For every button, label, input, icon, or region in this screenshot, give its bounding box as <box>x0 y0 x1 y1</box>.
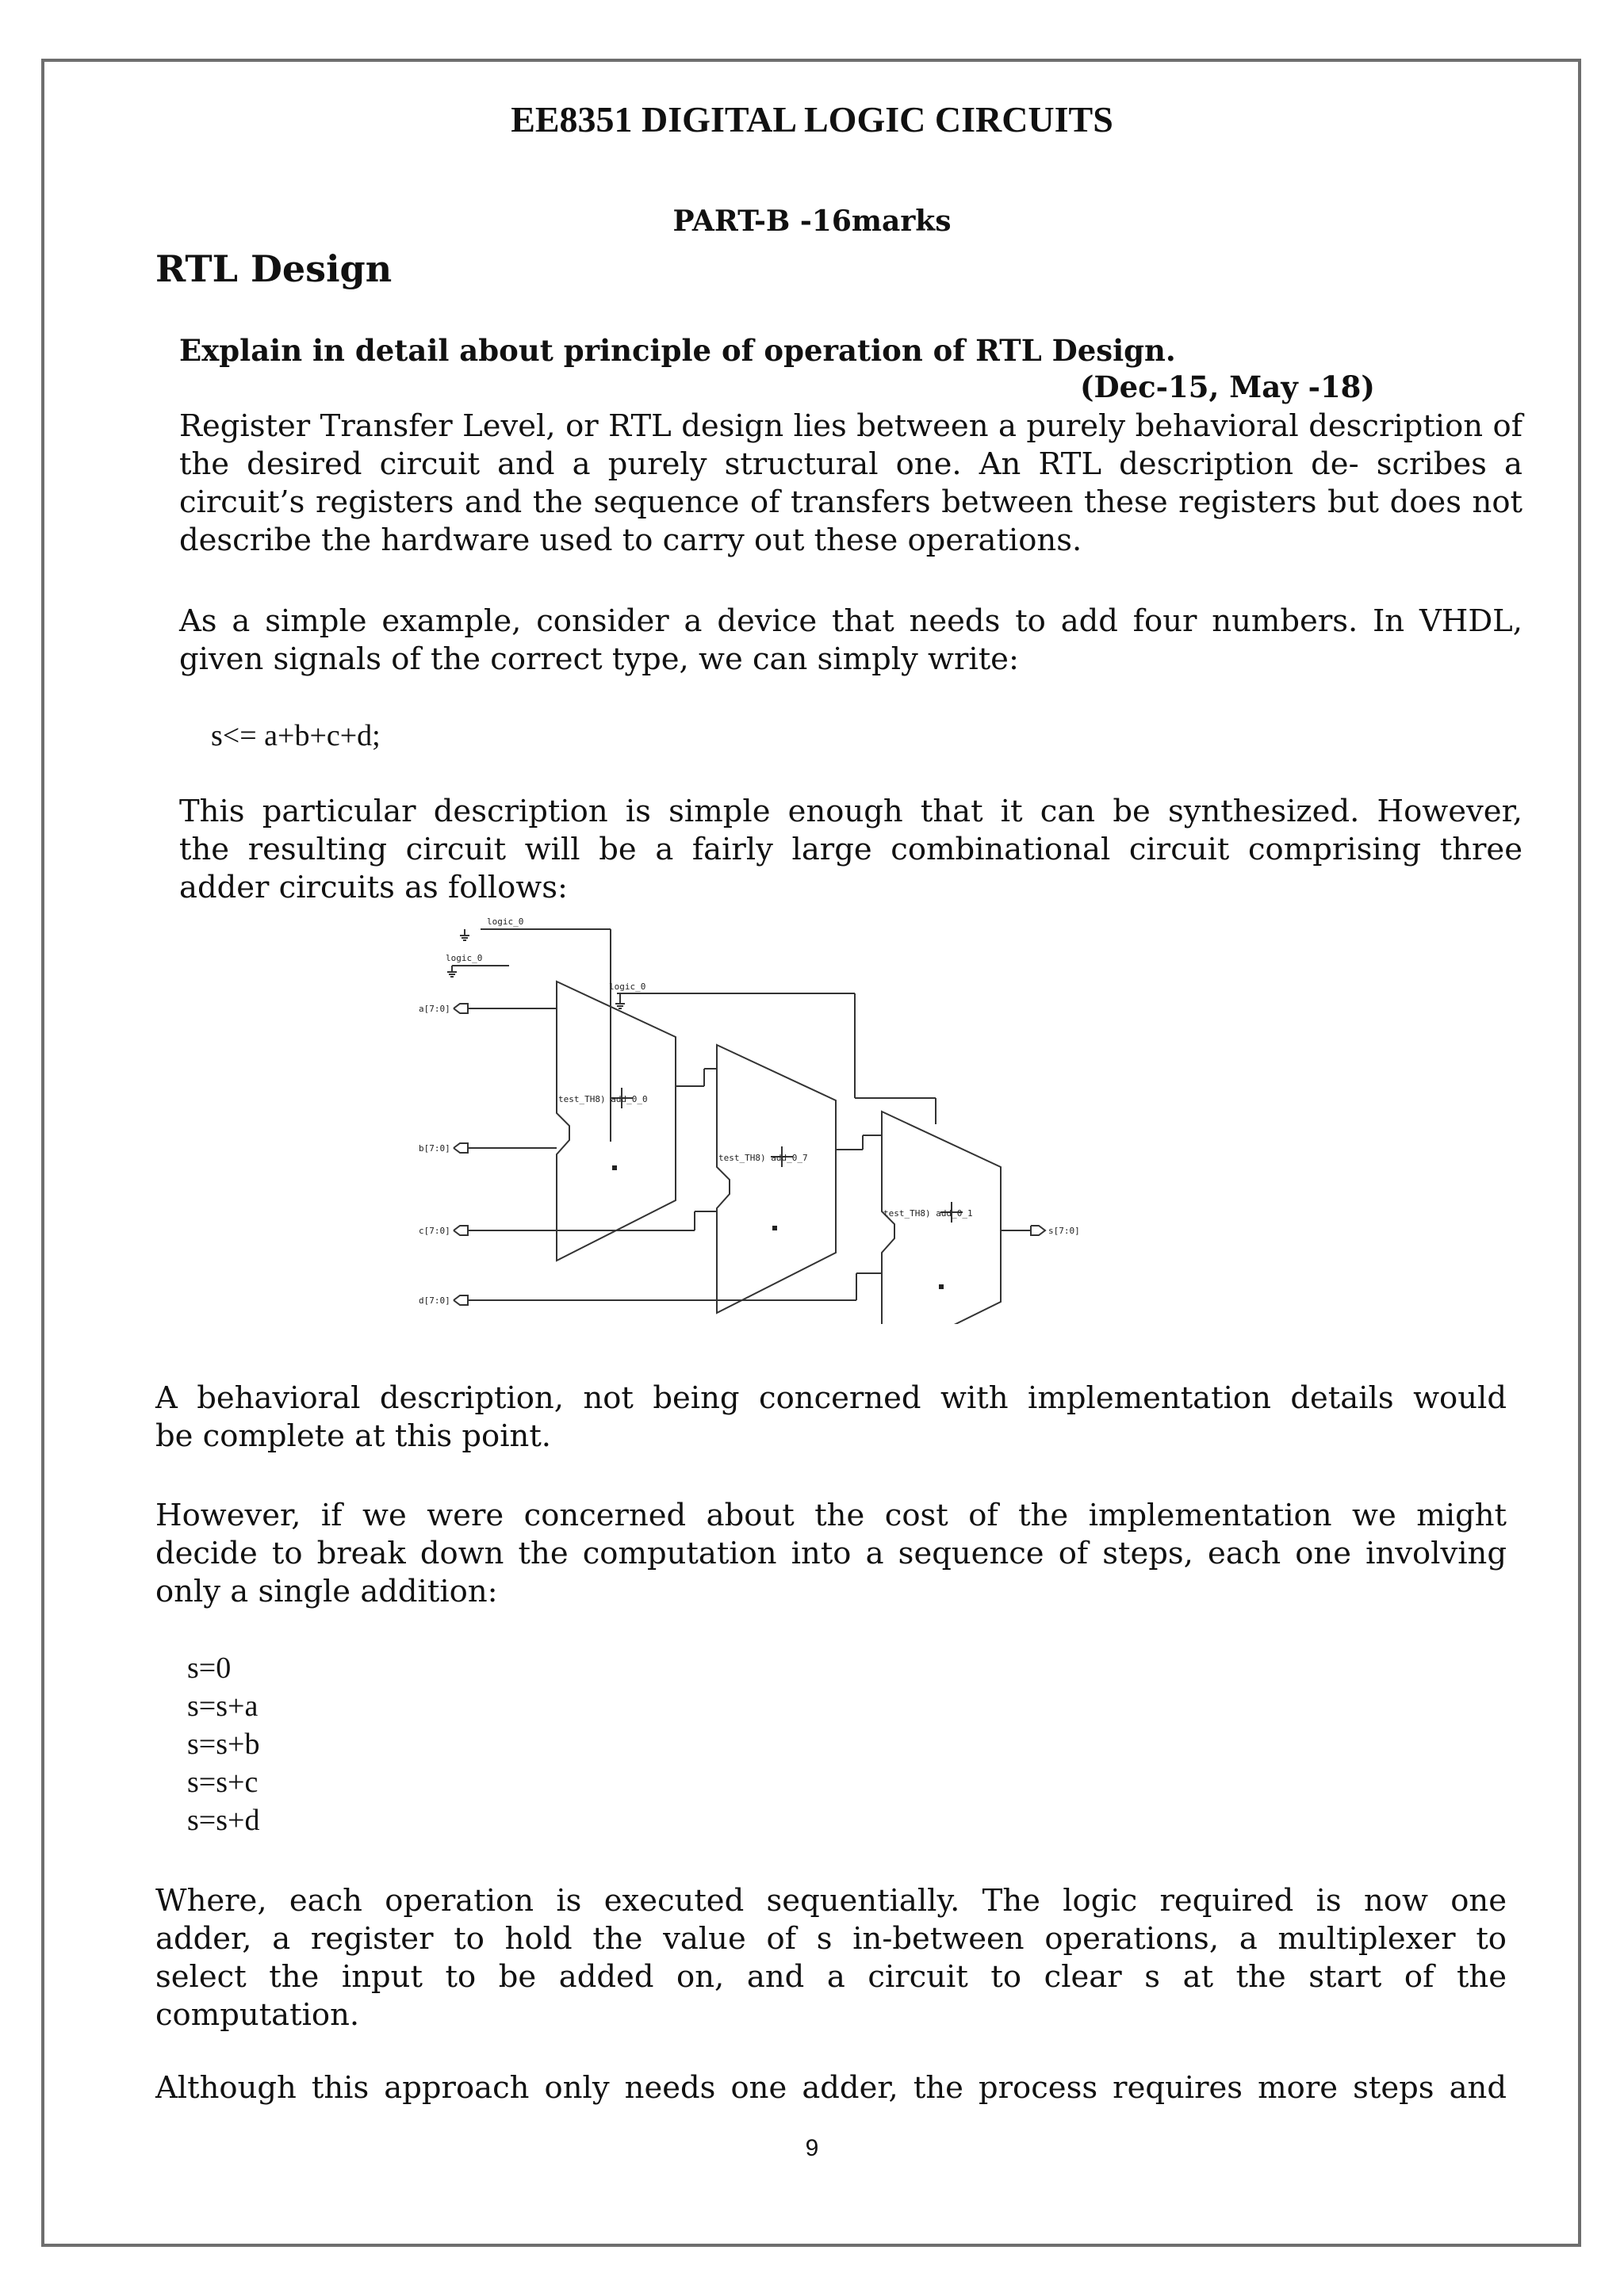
input-label-c: c[7:0] <box>419 1226 450 1236</box>
code-line: s=s+a <box>187 1689 259 1723</box>
text-line: Although this approach only needs one adder, the process requires more steps and <box>155 2070 1507 2106</box>
text-line: adder circuits as follows: <box>179 870 568 905</box>
code-line: s=s+b <box>187 1728 260 1761</box>
input-port-a <box>454 1004 468 1013</box>
adder-marker <box>939 1284 944 1289</box>
text-line: circuit’s registers and the sequence of transfers between these registers but does not <box>179 484 1522 520</box>
paragraph-example <box>179 603 1522 679</box>
input-port-c <box>454 1226 468 1235</box>
input-label-a: a[7:0] <box>419 1004 450 1014</box>
code-line: s=s+c <box>187 1766 259 1799</box>
paragraph-one-adder <box>155 2069 1507 2107</box>
text-line: the resulting circuit will be a fairly large combinational circuit comprising three <box>179 832 1522 867</box>
adder-label: test_TH8) add_0_0 <box>558 1094 648 1104</box>
text-line: However, if we were concerned about the cost of the implementation we might <box>155 1498 1507 1533</box>
ground-label: logic_0 <box>487 916 524 927</box>
page-number: 9 <box>805 2135 819 2161</box>
paragraph-sequential <box>155 1882 1507 2034</box>
adder-label: test_TH8) add_0_7 <box>718 1153 808 1163</box>
course-title: EE8351 DIGITAL LOGIC CIRCUITS <box>511 99 1113 140</box>
text-line: This particular description is simple enough that it can be synthesized. However, <box>179 794 1522 829</box>
vhdl-statement <box>211 717 381 755</box>
code-line: s=0 <box>187 1651 232 1685</box>
input-port-d <box>454 1295 468 1305</box>
text-line: be complete at this point. <box>155 1418 552 1454</box>
text-line: the desired circuit and a purely structural one. An RTL description de- scribes a <box>179 446 1522 482</box>
adder-circuit-diagram <box>412 912 1094 1324</box>
paragraph-behavioral <box>155 1380 1507 1456</box>
input-label-d: d[7:0] <box>419 1295 450 1306</box>
text-line: only a single addition: <box>155 1574 498 1609</box>
output-port-s <box>1031 1226 1045 1235</box>
input-port-b <box>454 1143 468 1153</box>
paragraph-rtl-intro <box>179 408 1522 560</box>
section-title: RTL Design <box>155 247 393 290</box>
adder-marker <box>612 1165 617 1170</box>
ground-label: logic_0 <box>609 982 646 992</box>
output-label-s: s[7:0] <box>1048 1226 1080 1236</box>
paragraph-cost <box>155 1497 1507 1611</box>
question-exam-dates: (Dec-15, May -18) <box>1080 369 1375 404</box>
text-line: Where, each operation is executed sequentially. The logic required is now one <box>155 1883 1507 1919</box>
text-line: given signals of the correct type, we can simply write: <box>179 641 1019 677</box>
question-text: Explain in detail about principle of operation of RTL Design. <box>179 333 1176 368</box>
text-line: computation. <box>155 1997 360 2033</box>
text-line: describe the hardware used to carry out these operations. <box>179 522 1082 558</box>
part-heading: PART-B -16marks <box>672 205 952 238</box>
text-line: adder, a register to hold the value of s in-between operations, a multiplexer to <box>155 1921 1507 1957</box>
text-line: A behavioral description, not being concerned with implementation details would <box>155 1380 1507 1416</box>
code-line: s=s+d <box>187 1804 260 1837</box>
ground-label: logic_0 <box>446 953 483 963</box>
adder-2 <box>717 1045 836 1313</box>
adder-1 <box>557 982 676 1261</box>
adder-marker <box>772 1226 777 1230</box>
input-label-b: b[7:0] <box>419 1143 450 1154</box>
text-line: Register Transfer Level, or RTL design lies between a purely behavioral description of <box>179 408 1522 444</box>
code-line: s<= a+b+c+d; <box>211 719 381 752</box>
paragraph-synthesis <box>179 793 1522 907</box>
adder-label: test_TH8) add_0_1 <box>883 1208 973 1219</box>
text-line: select the input to be added on, and a circuit to clear s at the start of the <box>155 1959 1507 1995</box>
text-line: As a simple example, consider a device that needs to add four numbers. In VHDL, <box>179 603 1522 639</box>
text-line: decide to break down the computation into a sequence of steps, each one involving <box>155 1536 1507 1571</box>
sequential-steps <box>187 1649 259 1839</box>
